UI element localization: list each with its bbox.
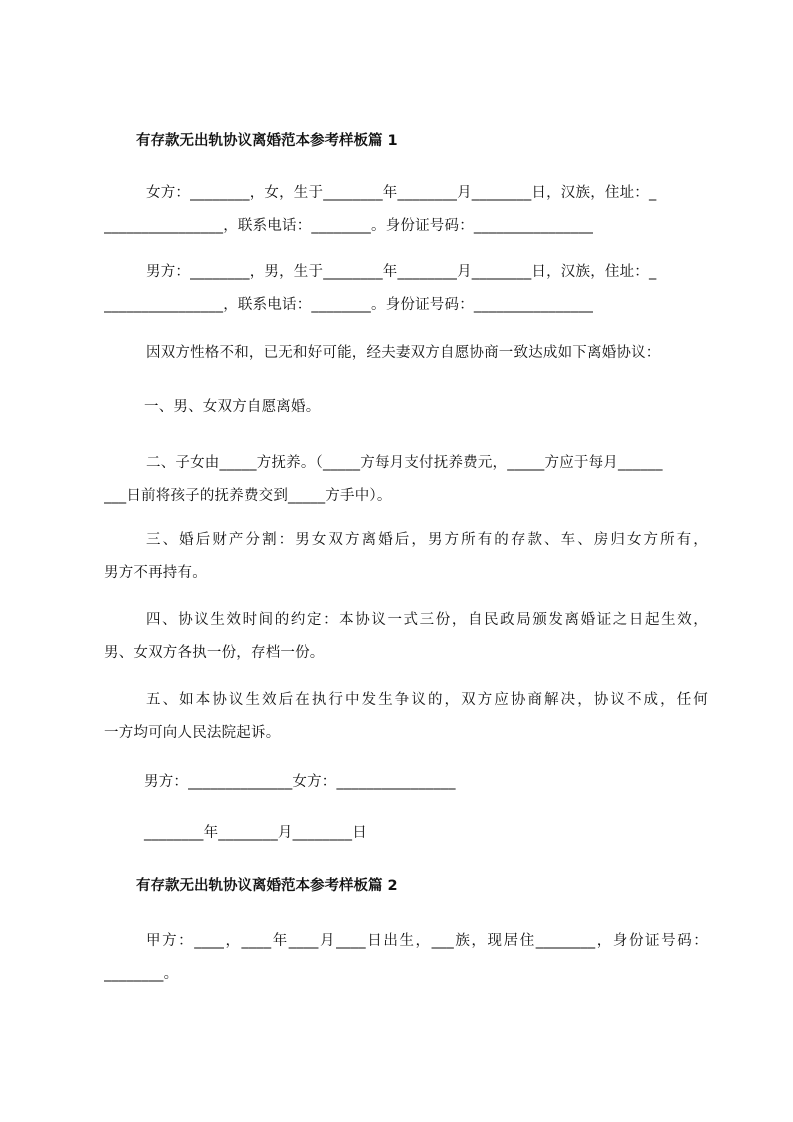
date-line: ________年________月________日 (144, 825, 367, 841)
party-a-line-1: 甲方：____，____年____月____日出生，___族，现居住________，身份证号码： (146, 933, 708, 949)
female-party-line-1: 女方：________，女，生于________年________月________日，汉族，住址：_ (146, 185, 657, 201)
female-party-line-2: ________________，联系电话：________。身份证号码：________________ (104, 218, 594, 234)
section-2-title: 有存款无出轨协议离婚范本参考样板篇 2 (136, 878, 398, 894)
intro-line: 因双方性格不和，已无和好可能，经夫妻双方自愿协商一致达成如下离婚协议： (146, 345, 661, 361)
clause-5-line-2: 一方均可向人民法院起诉。 (104, 725, 281, 741)
male-party-line-2: ________________，联系电话：________。身份证号码：________________ (104, 297, 594, 313)
clause-2-line-1: 二、子女由_____方抚养。（_____方每月支付抚养费元，_____方应于每月______ (146, 455, 663, 471)
intro-paragraph (104, 337, 708, 370)
male-party-paragraph (104, 256, 708, 322)
clause-1-line: 一、男、女双方自愿离婚。 (144, 399, 321, 415)
clause-5-line-1: 五、如本协议生效后在执行中发生争议的，双方应协商解决，协议不成，任何 (146, 692, 708, 708)
clause-3-line-1: 三、婚后财产分割：男女双方离婚后，男方所有的存款、车、房归女方所有， (146, 532, 708, 548)
signature-paragraph (104, 766, 708, 799)
clause-2-paragraph (104, 447, 708, 513)
clause-3-line-2: 男方不再持有。 (104, 565, 207, 581)
clause-2-line-2: ___日前将孩子的抚养费交到_____方手中）。 (104, 488, 392, 504)
clause-3-paragraph (104, 524, 708, 590)
clause-4-paragraph (104, 604, 708, 670)
clause-5-paragraph (104, 684, 708, 750)
party-a-paragraph (104, 925, 708, 991)
signature-line: 男方：______________女方：________________ (144, 774, 456, 790)
section-1-title: 有存款无出轨协议离婚范本参考样板篇 1 (136, 133, 398, 149)
male-party-line-1: 男方：________，男，生于________年________月________日，汉族，住址：_ (146, 264, 657, 280)
clause-1-paragraph (104, 391, 708, 424)
party-a-line-2: ________。 (104, 966, 179, 982)
clause-4-line-1: 四、协议生效时间的约定：本协议一式三份，自民政局颁发离婚证之日起生效， (146, 612, 708, 628)
female-party-paragraph (104, 177, 708, 243)
clause-4-line-2: 男、女双方各执一份，存档一份。 (104, 645, 325, 661)
date-paragraph (104, 817, 708, 850)
